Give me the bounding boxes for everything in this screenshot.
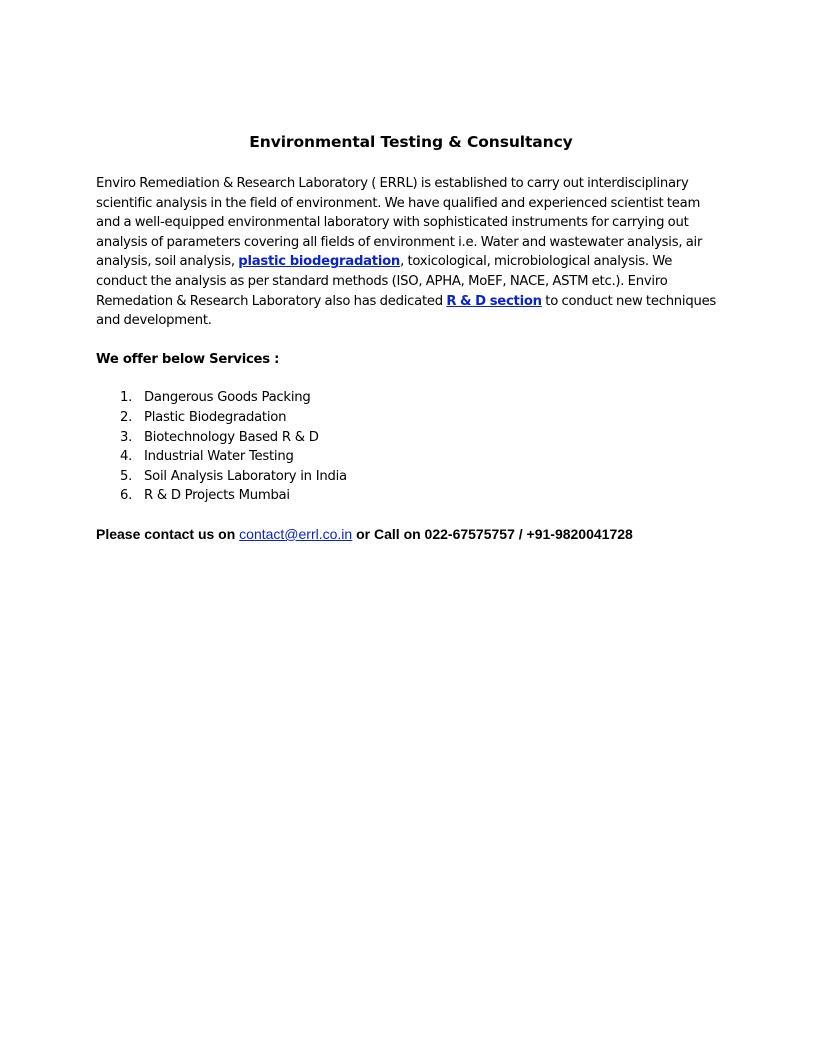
contact-email-link[interactable]: contact@errl.co.in: [239, 525, 353, 542]
intro-text-part3: to conduct new techniques and development.: [96, 293, 717, 329]
list-item-label: Dangerous Goods Packing: [144, 390, 311, 406]
list-item: [120, 467, 726, 487]
list-item: [120, 447, 726, 467]
document-page: [96, 131, 726, 544]
list-item-label: R & D Projects Mumbai: [144, 488, 290, 504]
list-item-number: 4.: [120, 449, 133, 465]
list-item: [120, 408, 726, 428]
plastic-biodegradation-link[interactable]: plastic biodegradation: [238, 254, 401, 270]
rd-section-link[interactable]: R & D section: [446, 293, 542, 309]
services-heading: We offer below Services :: [96, 351, 280, 367]
list-item-number: 3.: [120, 429, 133, 445]
list-item-label: Industrial Water Testing: [144, 449, 294, 465]
list-item: [120, 428, 726, 448]
list-item-number: 1.: [120, 390, 133, 406]
list-item-label: Soil Analysis Laboratory in India: [144, 468, 347, 484]
contact-suffix: or Call on 022-67575757 / +91-9820041728: [352, 525, 633, 542]
services-list: [96, 388, 726, 506]
list-item-number: 2.: [120, 409, 133, 425]
contact-line: [96, 524, 726, 544]
list-item-number: 6.: [120, 488, 133, 504]
list-item-label: Plastic Biodegradation: [144, 409, 287, 425]
intro-text-part2: , toxicological, microbiological analysis. We conduct the analysis as per standard methods (ISO, APHA, MoEF, NACE, ASTM etc.). Enviro Remedation & Research Laboratory also has dedicated: [96, 254, 673, 309]
intro-text-part1: Enviro Remediation & Research Laboratory ( ERRL) is established to carry out interdisciplinary scientific analysis in the field of environment. We have qualified and experienced scientist team and a well-equipped environmental laboratory with sophisticated instruments for carrying out analysis of parameters covering all fields of environment i.e. Water and wastewater analysis, air analysis, soil analysis,: [96, 176, 703, 270]
page-title: Environmental Testing & Consultancy: [249, 133, 573, 151]
intro-paragraph: [96, 174, 726, 331]
list-item-number: 5.: [120, 468, 133, 484]
list-item: [120, 388, 726, 408]
contact-prefix: Please contact us on: [96, 525, 240, 542]
list-item-label: Biotechnology Based R & D: [144, 429, 319, 445]
list-item: [120, 486, 726, 506]
